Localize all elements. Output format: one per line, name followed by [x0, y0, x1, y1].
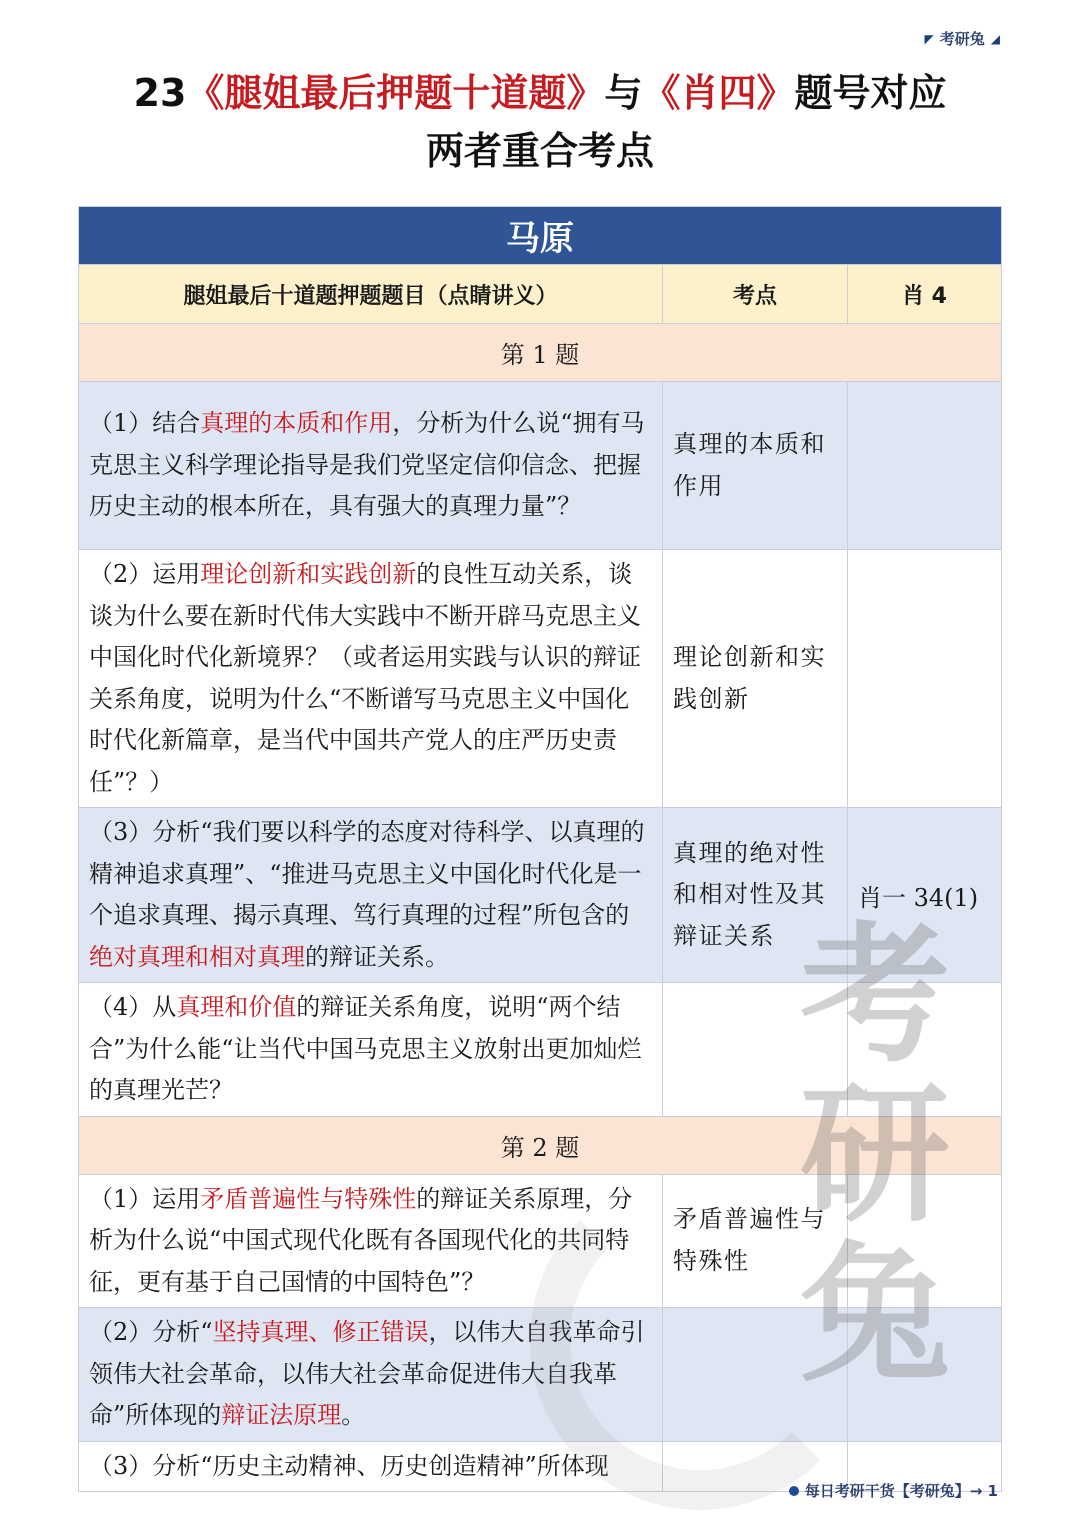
question-header: 第 2 题 — [79, 1116, 1002, 1174]
triangle-left-icon: ◤ — [924, 31, 934, 46]
triangle-right-icon: ◢ — [990, 31, 1000, 46]
watermark-char: 研 — [800, 1067, 951, 1243]
plain-text: （3）分析“我们要以科学的态度对待科学、以真理的精神追求真理”、“推进马克思主义中国化时代化是一个追求真理、揭示真理、笃行真理的过程”所包含的 — [89, 818, 645, 929]
question-text — [79, 382, 663, 550]
title-suffix: 题号对应 — [794, 71, 947, 115]
question-text — [79, 983, 663, 1117]
highlight-text: 理论创新和实践创新 — [200, 560, 417, 588]
question-text — [79, 808, 663, 983]
table-row — [79, 382, 1002, 550]
table-row — [79, 550, 1002, 808]
comparison-table — [78, 206, 1002, 1492]
xiao4-ref — [848, 1308, 1002, 1442]
title-book1: 《腿姐最后押题十道题》 — [186, 71, 605, 115]
plain-text: 的辩证关系角度，说明“两个结合”为什么能“让当代中国马克思主义放射出更加灿烂的真理光芒？ — [89, 993, 642, 1104]
plain-text: ，以伟大自我革命引领伟大社会革命，以伟大社会革命促进伟大自我革命”所体现的 — [89, 1318, 645, 1429]
table-row — [79, 1308, 1002, 1442]
question-text — [79, 1441, 663, 1492]
table-row — [79, 808, 1002, 983]
question-text — [79, 550, 663, 808]
plain-text: （2）运用 — [89, 560, 201, 588]
footer — [789, 1480, 998, 1501]
highlight-text: 真理和价值 — [176, 993, 297, 1021]
xiao4-ref — [848, 1174, 1002, 1308]
watermark-char: 兔 — [800, 1227, 951, 1403]
highlight-text: 真理的本质和作用 — [200, 409, 393, 438]
watermark-char: 考 — [800, 907, 951, 1083]
highlight-text: 绝对真理和相对真理 — [89, 942, 305, 971]
brand-label: 考研兔 — [939, 30, 985, 48]
question-text — [79, 1174, 663, 1308]
title-prefix: 23 — [133, 71, 187, 115]
column-header-xiao4: 肖 4 — [848, 265, 1002, 324]
footer-text: 每日考研干货【考研兔】→ 1 — [804, 1482, 998, 1500]
highlight-text: 坚持真理、修正错误 — [212, 1318, 429, 1346]
key-point: 矛盾普遍性与特殊性 — [663, 1174, 848, 1308]
highlight-text: 矛盾普遍性与特殊性 — [200, 1184, 417, 1213]
title-mid: 与 — [604, 71, 643, 115]
key-point: 真理的绝对性和相对性及其辩证关系 — [663, 808, 848, 983]
plain-text: 的辩证关系。 — [305, 942, 449, 971]
section-header: 马原 — [79, 207, 1002, 265]
key-point: 理论创新和实践创新 — [663, 550, 848, 808]
key-point: 真理的本质和作用 — [663, 382, 848, 550]
plain-text: （2）分析“ — [89, 1318, 213, 1346]
column-header-question: 腿姐最后十道题押题题目（点睛讲义） — [79, 265, 663, 324]
table-row — [79, 983, 1002, 1117]
xiao4-ref — [848, 983, 1002, 1117]
page-subtitle: 两者重合考点 — [425, 129, 654, 173]
key-point — [663, 983, 848, 1117]
xiao4-ref: 肖一 34(1) — [848, 808, 1002, 983]
plain-text: （4）从 — [89, 993, 177, 1021]
plain-text: （3）分析“历史主动精神、历史创造精神”所体现 — [89, 1451, 609, 1480]
title-book2: 《肖四》 — [642, 71, 795, 115]
page-title — [0, 68, 1080, 118]
plain-text: 的辩证关系原理，分析为什么说“中国式现代化既有各国现代化的共同特征，更有基于自己国情的中国特色”？ — [89, 1184, 633, 1296]
plain-text: （1）结合 — [89, 409, 201, 438]
xiao4-ref — [848, 382, 1002, 550]
plain-text: ，分析为什么说“拥有马克思主义科学理论指导是我们党坚定信仰信念、把握历史主动的根本所在，具有强大的真理力量”？ — [89, 409, 645, 521]
column-header-point: 考点 — [663, 265, 848, 324]
question-header: 第 1 题 — [79, 324, 1002, 382]
key-point — [663, 1308, 848, 1442]
plain-text: 。 — [341, 1401, 366, 1429]
highlight-text: 辩证法原理 — [221, 1401, 342, 1429]
plain-text: （1）运用 — [89, 1184, 201, 1213]
question-text — [79, 1308, 663, 1442]
plain-text: 的良性互动关系，谈谈为什么要在新时代伟大实践中不断开辟马克思主义中国化时代化新境界？（或者运用实践与认识的辩证关系角度，说明为什么“不断谱写马克思主义中国化时代化新篇章，是当代中国共产党人的庄严历史责任”？） — [89, 560, 641, 796]
bullet-dot-icon — [789, 1486, 799, 1496]
table-row — [79, 1174, 1002, 1308]
xiao4-ref — [848, 550, 1002, 808]
table-body — [79, 324, 1002, 1492]
brand-top — [925, 28, 1000, 49]
